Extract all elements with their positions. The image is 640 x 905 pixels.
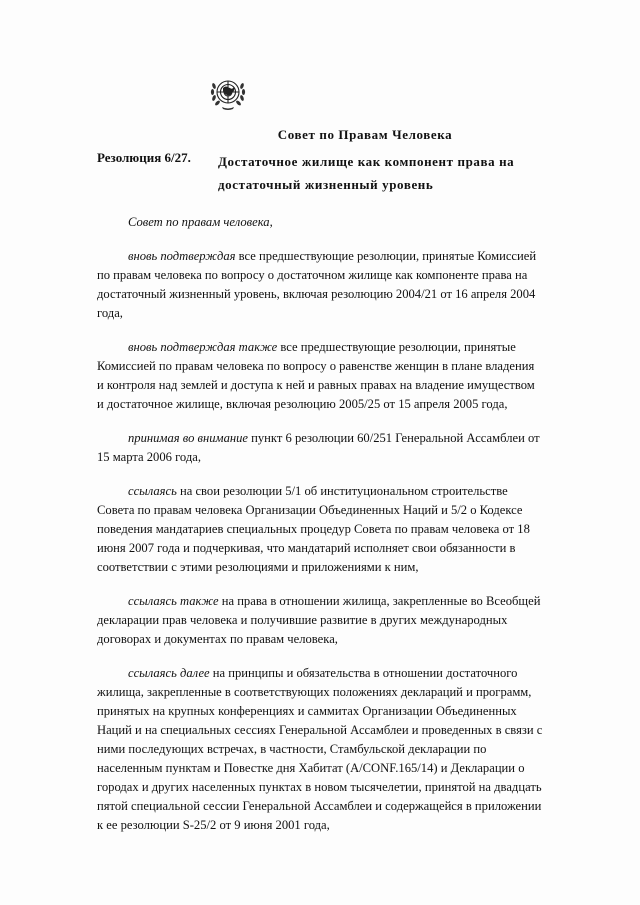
paragraph-lead: ссылаясь также <box>128 594 219 608</box>
resolution-title: Достаточное жилище как компонент права на достаточный жизненный уровень <box>218 154 515 192</box>
preamble-paragraph <box>97 482 544 577</box>
paragraph-text: все предшествующие резолюции, принятые Комиссией по правам человека по вопросу о достаточном жилище как компоненте права на достаточный жизненный уровень, включая резолюцию 2004/21 от 16 апреля 2004 года, <box>97 249 537 320</box>
paragraph-lead: ссылаясь <box>128 484 177 498</box>
preamble-paragraph <box>97 338 544 414</box>
resolution-number: Резолюция 6/27. <box>97 150 191 165</box>
preamble-paragraph <box>97 247 544 323</box>
council-title: Совет по Правам Человека <box>277 127 453 142</box>
paragraph-text: на свои резолюции 5/1 об институциональном строительстве Совета по правам человека Организации Объединенных Наций и 5/2 о Кодексе поведения мандатариев специальных процедур Совета по правам человека от 18 июня 2007 года и подчеркивая, что мандатарий исполняет свои обязанности в соответствии с этими резолюциями и приложениями к ним, <box>97 484 530 574</box>
preamble-paragraph <box>97 664 544 835</box>
preamble-paragraph <box>97 592 544 649</box>
paragraph-text: все предшествующие резолюции, принятые Комиссией по правам человека по вопросу о равенстве женщин в плане владения и контроля над землей и доступа к ней и равных правах на владение имуществом и достаточное жилище, включая резолюцию 2005/25 от 15 апреля 2005 года, <box>97 340 535 411</box>
un-emblem-icon <box>208 74 248 114</box>
paragraph-text: на права в отношении жилища, закрепленные во Всеобщей декларации прав человека и получившие развитие в других международных договорах и документах по правам человека, <box>97 594 541 646</box>
paragraph-lead: вновь подтверждая <box>128 249 236 263</box>
opening-line: Совет по правам человека, <box>128 215 273 229</box>
paragraph-text: пункт 6 резолюции 60/251 Генеральной Ассамблеи от 15 марта 2006 года, <box>97 431 540 464</box>
preamble-paragraph <box>97 429 544 467</box>
paragraph-lead: ссылаясь далее <box>128 666 210 680</box>
document-body <box>97 213 544 850</box>
paragraph-lead: вновь подтверждая также <box>128 340 278 354</box>
paragraph-lead: принимая во внимание <box>128 431 248 445</box>
paragraph-text: на принципы и обязательства в отношении достаточного жилища, закрепленные в соответствующих положениях деклараций и программ, принятых на крупных конференциях и саммитах Организации Объединенных Наций и на специальных сессиях Генеральной Ассамблеи и проведенных в связи с ними последующих встречах, в частности, Стамбульской декларации по населенным пунктам и Повестке дня Хабитат (A/CONF.165/14) и Декларации о городах и других населенных пунктах в новом тысячелетии, принятой на двадцать пятой специальной сессии Генеральной Ассамблеи и содержащейся в приложении к ее резолюции S-25/2 от 9 июня 2001 года, <box>97 666 543 832</box>
